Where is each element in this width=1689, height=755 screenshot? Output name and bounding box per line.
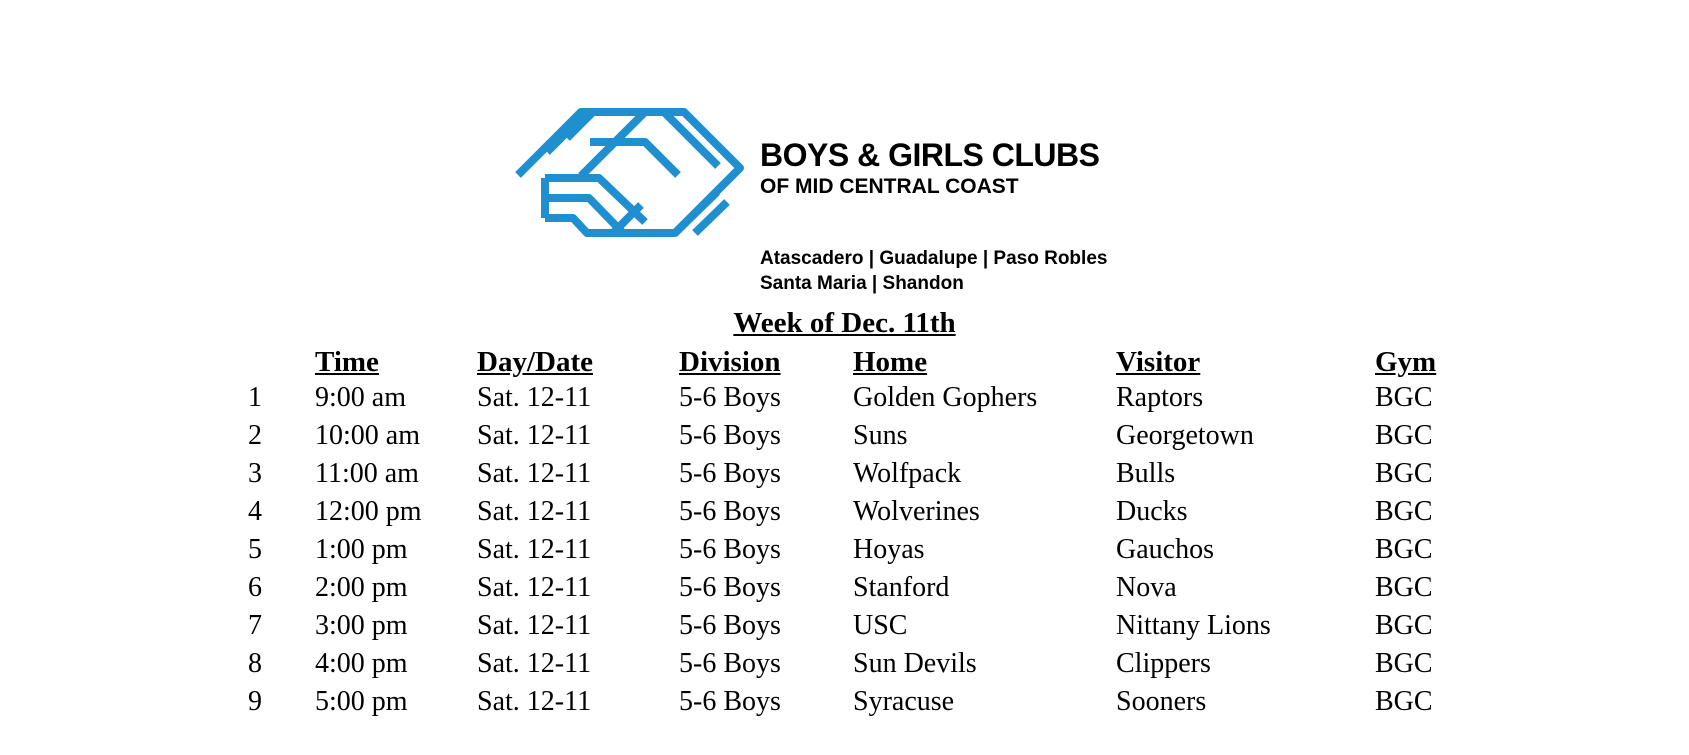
row-gym: BGC [1375,610,1433,641]
row-home: Suns [853,420,908,451]
row-time: 9:00 am [315,382,406,413]
row-day-date: Sat. 12-11 [477,648,592,679]
row-home: Stanford [853,572,950,603]
row-visitor: Nittany Lions [1116,610,1271,641]
row-gym: BGC [1375,686,1433,717]
row-time: 1:00 pm [315,534,408,565]
row-home: Wolfpack [853,458,962,489]
row-visitor: Raptors [1116,382,1204,413]
header-gym: Gym [1375,346,1437,378]
row-visitor: Clippers [1116,648,1211,679]
row-home: Wolverines [853,496,980,527]
row-day-date: Sat. 12-11 [477,534,592,565]
row-day-date: Sat. 12-11 [477,610,592,641]
row-time: 11:00 am [315,458,419,489]
row-gym: BGC [1375,458,1433,489]
row-division: 5-6 Boys [679,496,781,527]
row-day-date: Sat. 12-11 [477,420,592,451]
header-division: Division [679,346,781,378]
row-number: 1 [248,382,262,413]
row-division: 5-6 Boys [679,648,781,679]
locations-line-2: Santa Maria | Shandon [760,273,964,294]
row-time: 2:00 pm [315,572,408,603]
row-time: 3:00 pm [315,610,408,641]
row-number: 3 [248,458,262,489]
row-gym: BGC [1375,420,1433,451]
row-visitor: Sooners [1116,686,1207,717]
row-home: Sun Devils [853,648,977,679]
row-time: 10:00 am [315,420,420,451]
row-visitor: Georgetown [1116,420,1254,451]
row-number: 8 [248,648,262,679]
row-day-date: Sat. 12-11 [477,686,592,717]
row-number: 4 [248,496,262,527]
row-gym: BGC [1375,382,1433,413]
schedule-title: Week of Dec. 11th [733,307,956,339]
org-name: BOYS & GIRLS CLUBS [760,137,1100,173]
row-number: 6 [248,572,262,603]
row-division: 5-6 Boys [679,382,781,413]
row-time: 5:00 pm [315,686,408,717]
row-time: 4:00 pm [315,648,408,679]
row-gym: BGC [1375,534,1433,565]
header-day-date: Day/Date [477,346,593,378]
row-home: USC [853,610,908,641]
row-gym: BGC [1375,496,1433,527]
row-division: 5-6 Boys [679,420,781,451]
row-number: 9 [248,686,262,717]
row-visitor: Gauchos [1116,534,1214,565]
row-division: 5-6 Boys [679,458,781,489]
row-division: 5-6 Boys [679,534,781,565]
row-division: 5-6 Boys [679,610,781,641]
row-day-date: Sat. 12-11 [477,382,592,413]
row-day-date: Sat. 12-11 [477,496,592,527]
row-home: Hoyas [853,534,925,565]
row-visitor: Ducks [1116,496,1188,527]
row-division: 5-6 Boys [679,572,781,603]
row-number: 2 [248,420,262,451]
row-day-date: Sat. 12-11 [477,572,592,603]
header-time: Time [315,346,379,378]
row-visitor: Bulls [1116,458,1176,489]
row-gym: BGC [1375,572,1433,603]
row-day-date: Sat. 12-11 [477,458,592,489]
row-visitor: Nova [1116,572,1177,603]
header-home: Home [853,346,928,378]
row-home: Golden Gophers [853,382,1038,413]
row-number: 7 [248,610,262,641]
row-home: Syracuse [853,686,955,717]
locations-line-1: Atascadero | Guadalupe | Paso Robles [760,248,1108,269]
row-number: 5 [248,534,262,565]
row-time: 12:00 pm [315,496,422,527]
header-visitor: Visitor [1116,346,1201,378]
row-gym: BGC [1375,648,1433,679]
org-subtitle: OF MID CENTRAL COAST [760,175,1019,198]
boys-girls-clubs-logo-icon [515,100,745,250]
row-division: 5-6 Boys [679,686,781,717]
